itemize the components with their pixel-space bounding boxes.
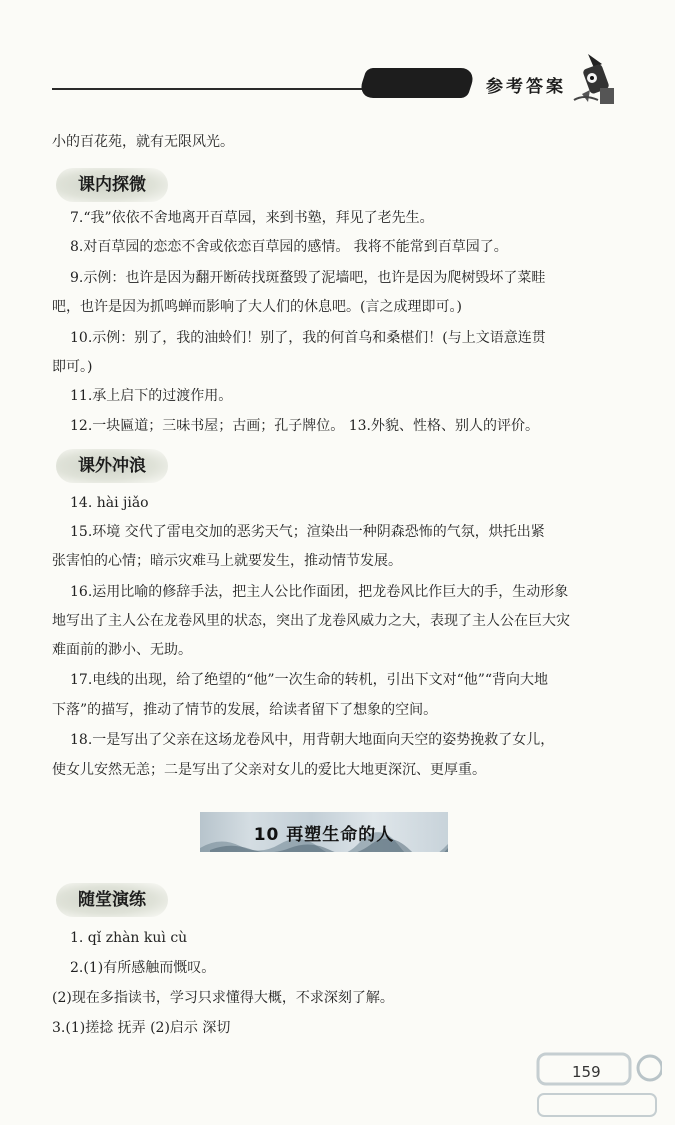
answer-line: 使女儿安然无恙；二是写出了父亲对女儿的爱比大地更深沉、更厚重。 (52, 762, 486, 778)
continuation-line: 小的百花苑，就有无限风光。 (52, 134, 234, 150)
section-tag-suitang: 随堂演练 (56, 883, 168, 917)
answer-line: 2.(1)有所感触而慨叹。 (70, 960, 216, 976)
answer-line: 17.电线的出现，给了绝望的“他”一次生命的转机，引出下文对“他”“背向大地 (70, 672, 549, 688)
answer-line: 下落”的描写，推动了情节的发展，给读者留下了想象的空间。 (52, 702, 438, 718)
answer-line: 吧，也许是因为抓鸣蝉而影响了大人们的休息吧。(言之成理即可。) (52, 299, 462, 315)
page-number: 159 (572, 1063, 601, 1081)
chapter-banner (200, 812, 448, 852)
answer-line: 11.承上启下的过渡作用。 (70, 388, 233, 404)
section-tag-kenei: 课内探微 (56, 168, 168, 202)
answer-line: 地写出了主人公在龙卷风里的状态，突出了龙卷风威力之大，表现了主人公在巨大灾 (52, 613, 570, 629)
answer-line: (2)现在多指读书，学习只求懂得大概，不求深刻了解。 (52, 990, 394, 1006)
header-black-bar (357, 68, 477, 98)
answer-line: 9.示例：也许是因为翻开断砖找斑蝥毁了泥墙吧，也许是因为爬树毁坏了菜畦 (70, 270, 546, 286)
chapter-title: 10 再塑生命的人 (253, 825, 395, 845)
header-title: 参考答案 (486, 77, 566, 97)
answer-line: 3.(1)搓捻 抚弄 (2)启示 深切 (52, 1020, 231, 1036)
answer-line: 1. qǐ zhàn kuì cù (70, 930, 188, 946)
watermark-logo-icon (532, 1048, 662, 1120)
answer-line: 14. hài jiǎo (70, 495, 149, 511)
answer-line: 8.对百草园的恋恋不舍或依恋百草园的感情。 我将不能常到百草园了。 (70, 239, 508, 255)
answer-line: 张害怕的心情；暗示灾难马上就要发生，推动情节发展。 (52, 553, 402, 569)
section-tag-kewai: 课外冲浪 (56, 449, 168, 483)
answer-line: 难面前的渺小、无助。 (52, 642, 192, 658)
answer-line: 16.运用比喻的修辞手法，把主人公比作面团，把龙卷风比作巨大的手，生动形象 (70, 584, 569, 600)
answer-line: 10.示例：别了，我的油蛉们！别了，我的何首乌和桑椹们！(与上文语意连贯 (70, 330, 546, 346)
answer-line: 7.“我”依依不舍地离开百草园，来到书塾，拜见了老先生。 (70, 210, 434, 226)
answer-line: 18.一是写出了父亲在这场龙卷风中，用背朝大地面向天空的姿势挽救了女儿， (70, 732, 555, 748)
answer-line: 12.一块匾道；三味书屋；古画；孔子牌位。 13.外貌、性格、别人的评价。 (70, 418, 539, 434)
pencil-mascot-icon (568, 50, 620, 108)
header-rule (52, 88, 370, 90)
answer-line: 即可。) (52, 359, 93, 375)
answer-line: 15.环境 交代了雷电交加的恶劣天气；渲染出一种阴森恐怖的气氛，烘托出紧 (70, 524, 545, 540)
